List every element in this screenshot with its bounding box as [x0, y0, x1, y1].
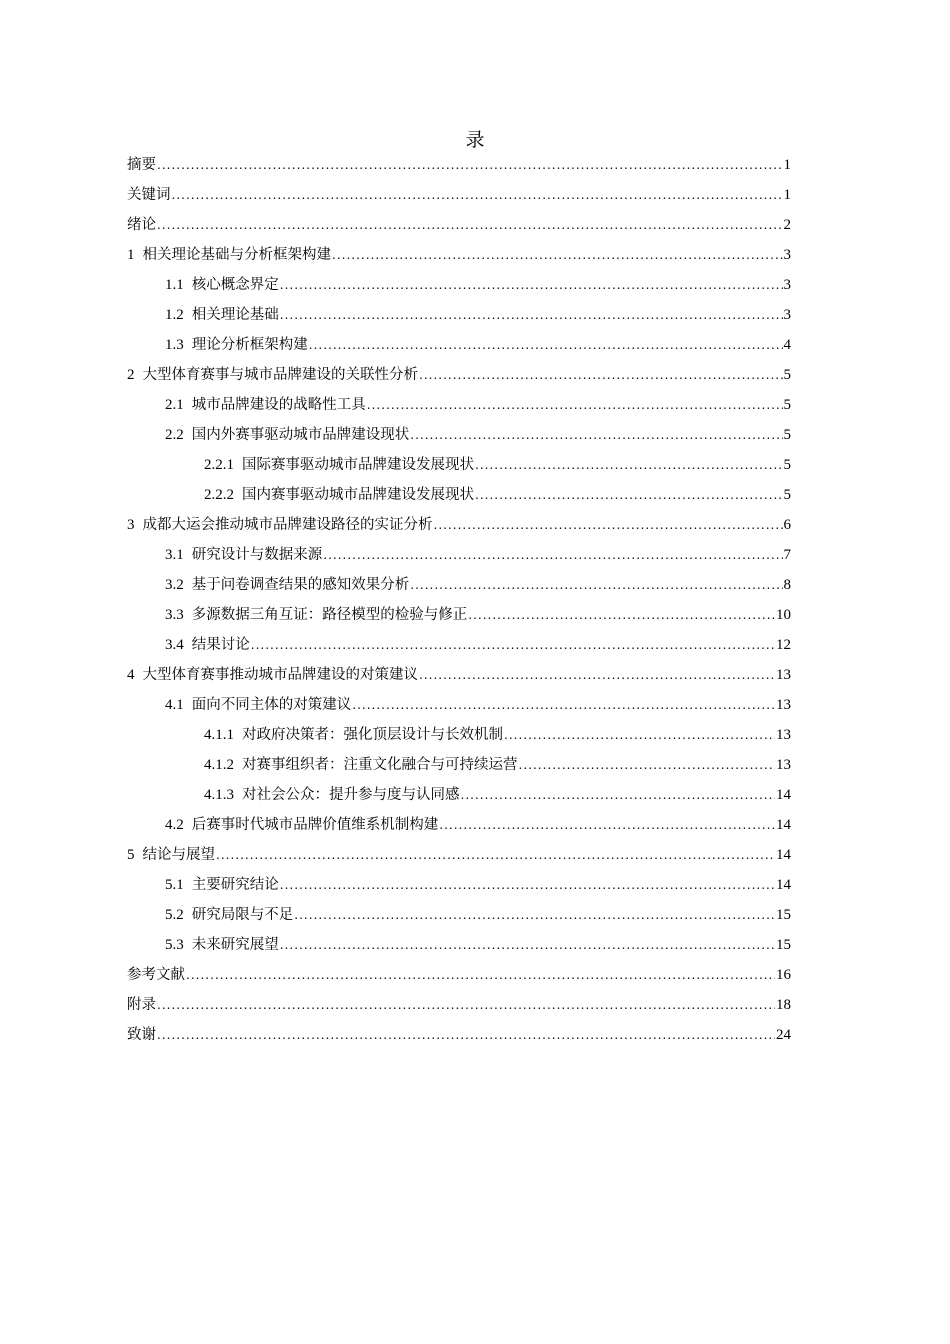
toc-dot-leader — [468, 600, 775, 630]
toc-entry-title: 核心概念界定 — [191, 277, 279, 293]
toc-entry-number: 4.1 — [165, 697, 184, 713]
toc-dot-leader — [294, 900, 775, 930]
toc-entry[interactable] — [127, 690, 791, 720]
toc-entry-title: 成都大运会推动城市品牌建设路径的实证分析 — [142, 517, 433, 533]
toc-entry-page-number: 14 — [776, 847, 791, 863]
toc-entry-number: 4 — [127, 667, 135, 683]
toc-entry-page-number: 1 — [783, 157, 791, 173]
toc-entry-title: 对社会公众：提升参与度与认同感 — [242, 787, 460, 803]
toc-entry-number: 3.1 — [165, 547, 184, 563]
toc-entry-number: 1.1 — [165, 277, 184, 293]
toc-entry-number: 5.3 — [165, 937, 184, 953]
toc-entry-page-number: 5 — [783, 397, 791, 413]
toc-entry-number: 2.2.1 — [204, 457, 234, 473]
toc-dot-leader — [367, 390, 783, 420]
toc-dot-leader — [280, 870, 775, 900]
toc-dot-leader — [309, 330, 783, 360]
toc-dot-leader — [323, 540, 782, 570]
toc-entry-page-number: 3 — [783, 307, 791, 323]
toc-entry-title: 基于问卷调查结果的感知效果分析 — [191, 577, 410, 593]
toc-entry-page-number: 13 — [776, 727, 791, 743]
toc-entry-page-number: 5 — [783, 457, 791, 473]
toc-entry-number: 2.1 — [165, 397, 184, 413]
toc-entry[interactable] — [127, 510, 791, 540]
toc-entry[interactable] — [127, 210, 791, 240]
toc-entry[interactable] — [127, 450, 791, 480]
toc-dot-leader — [280, 300, 783, 330]
toc-entry-number: 4.1.2 — [204, 757, 234, 773]
toc-entry-title: 城市品牌建设的战略性工具 — [191, 397, 366, 413]
toc-entry[interactable] — [127, 180, 791, 210]
toc-entry-number: 1.3 — [165, 337, 184, 353]
toc-entry-number: 2.2.2 — [204, 487, 234, 503]
toc-dot-leader — [186, 960, 775, 990]
toc-dot-leader — [475, 480, 783, 510]
toc-entry-title: 附录 — [127, 997, 156, 1013]
toc-entry[interactable] — [127, 1020, 791, 1050]
toc-entry-title: 国内外赛事驱动城市品牌建设现状 — [191, 427, 410, 443]
toc-entry-title: 理论分析框架构建 — [191, 337, 308, 353]
toc-entry-page-number: 5 — [783, 427, 791, 443]
toc-entry-title: 国际赛事驱动城市品牌建设发展现状 — [242, 457, 474, 473]
toc-entry[interactable] — [127, 420, 791, 450]
toc-entry[interactable] — [127, 600, 791, 630]
toc-entry[interactable] — [127, 240, 791, 270]
toc-entry-title: 相关理论基础与分析框架构建 — [142, 247, 331, 263]
toc-entry-page-number: 3 — [783, 277, 791, 293]
toc-entry-page-number: 5 — [783, 487, 791, 503]
toc-entry[interactable] — [127, 570, 791, 600]
toc-dot-leader — [419, 660, 775, 690]
toc-entry[interactable] — [127, 660, 791, 690]
toc-entry-page-number: 5 — [783, 367, 791, 383]
toc-dot-leader — [332, 240, 783, 270]
toc-dot-leader — [251, 630, 775, 660]
toc-entry-page-number: 14 — [776, 817, 791, 833]
toc-entry-title: 大型体育赛事推动城市品牌建设的对策建议 — [142, 667, 418, 683]
toc-entry-page-number: 13 — [776, 757, 791, 773]
toc-dot-leader — [439, 810, 775, 840]
toc-entry-title: 关键词 — [127, 187, 171, 203]
toc-entry[interactable] — [127, 360, 791, 390]
toc-dot-leader — [157, 990, 775, 1020]
toc-entry-number: 1.2 — [165, 307, 184, 323]
toc-entry[interactable] — [127, 960, 791, 990]
toc-entry-number: 5 — [127, 847, 135, 863]
toc-entry[interactable] — [127, 390, 791, 420]
toc-entry-title: 多源数据三角互证：路径模型的检验与修正 — [191, 607, 468, 623]
toc-entry[interactable] — [127, 900, 791, 930]
toc-dot-leader — [280, 270, 783, 300]
toc-entry-number: 4.1.1 — [204, 727, 234, 743]
toc-dot-leader — [216, 840, 775, 870]
toc-entry[interactable] — [127, 270, 791, 300]
toc-dot-leader — [410, 570, 782, 600]
toc-entry-number: 1 — [127, 247, 135, 263]
toc-entry-page-number: 14 — [776, 877, 791, 893]
toc-entry-number: 2 — [127, 367, 135, 383]
toc-dot-leader — [475, 450, 783, 480]
toc-entry-number: 5.2 — [165, 907, 184, 923]
toc-entry-title: 国内赛事驱动城市品牌建设发展现状 — [242, 487, 474, 503]
toc-entry-page-number: 15 — [776, 937, 791, 953]
toc-entry-number: 3.4 — [165, 637, 184, 653]
toc-dot-leader — [157, 150, 783, 180]
toc-entry-page-number: 10 — [776, 607, 791, 623]
toc-entry-page-number: 1 — [783, 187, 791, 203]
toc-entry-number: 3.2 — [165, 577, 184, 593]
toc-entry[interactable] — [127, 150, 791, 180]
toc-entry-page-number: 15 — [776, 907, 791, 923]
toc-entry-title: 结论与展望 — [142, 847, 215, 863]
toc-entry-number: 5.1 — [165, 877, 184, 893]
toc-entry-page-number: 24 — [776, 1027, 791, 1043]
toc-entry-page-number: 14 — [776, 787, 791, 803]
toc-entry-page-number: 6 — [783, 517, 791, 533]
toc-dot-leader — [280, 930, 775, 960]
toc-dot-leader — [504, 720, 775, 750]
toc-entry-page-number: 2 — [783, 217, 791, 233]
toc-entry-title: 相关理论基础 — [191, 307, 279, 323]
toc-entry[interactable] — [127, 300, 791, 330]
toc-dot-leader — [461, 780, 776, 810]
toc-entry-title: 结果讨论 — [191, 637, 250, 653]
toc-entry[interactable] — [127, 750, 791, 780]
toc-entry-page-number: 7 — [783, 547, 791, 563]
toc-dot-leader — [410, 420, 782, 450]
table-of-contents — [127, 150, 791, 1050]
toc-entry-page-number: 3 — [783, 247, 791, 263]
toc-entry-title: 面向不同主体的对策建议 — [191, 697, 352, 713]
toc-entry-page-number: 8 — [783, 577, 791, 593]
toc-entry[interactable] — [127, 990, 791, 1020]
toc-entry-page-number: 18 — [776, 997, 791, 1013]
toc-entry-page-number: 16 — [776, 967, 791, 983]
toc-entry-title: 摘要 — [127, 157, 156, 173]
toc-entry[interactable] — [127, 720, 791, 750]
toc-entry[interactable] — [127, 480, 791, 510]
toc-entry-number: 4.1.3 — [204, 787, 234, 803]
toc-entry-number: 3 — [127, 517, 135, 533]
toc-entry-title: 主要研究结论 — [191, 877, 279, 893]
toc-dot-leader — [519, 750, 776, 780]
toc-entry-number: 3.3 — [165, 607, 184, 623]
toc-entry[interactable] — [127, 930, 791, 960]
toc-entry-title: 对政府决策者：强化顶层设计与长效机制 — [242, 727, 503, 743]
toc-title: 录 — [465, 129, 485, 151]
toc-entry-title: 研究局限与不足 — [191, 907, 294, 923]
toc-dot-leader — [172, 180, 783, 210]
toc-entry-number: 4.2 — [165, 817, 184, 833]
toc-entry[interactable] — [127, 870, 791, 900]
toc-dot-leader — [352, 690, 775, 720]
toc-dot-leader — [157, 210, 783, 240]
toc-dot-leader — [434, 510, 783, 540]
toc-entry-title: 未来研究展望 — [191, 937, 279, 953]
toc-entry[interactable] — [127, 840, 791, 870]
toc-entry[interactable] — [127, 780, 791, 810]
toc-entry-page-number: 12 — [776, 637, 791, 653]
toc-entry-page-number: 4 — [783, 337, 791, 353]
toc-entry-title: 后赛事时代城市品牌价值维系机制构建 — [191, 817, 439, 833]
toc-entry-title: 绪论 — [127, 217, 156, 233]
toc-dot-leader — [419, 360, 783, 390]
toc-entry-page-number: 13 — [776, 667, 791, 683]
toc-entry[interactable] — [127, 330, 791, 360]
toc-entry-page-number: 13 — [776, 697, 791, 713]
toc-entry[interactable] — [127, 540, 791, 570]
toc-entry-title: 参考文献 — [127, 967, 185, 983]
toc-entry-title: 对赛事组织者：注重文化融合与可持续运营 — [242, 757, 518, 773]
toc-entry[interactable] — [127, 810, 791, 840]
toc-entry-number: 2.2 — [165, 427, 184, 443]
toc-entry-title: 研究设计与数据来源 — [191, 547, 323, 563]
toc-dot-leader — [157, 1020, 775, 1050]
toc-entry-title: 致谢 — [127, 1027, 156, 1043]
toc-entry-title: 大型体育赛事与城市品牌建设的关联性分析 — [142, 367, 418, 383]
toc-entry[interactable] — [127, 630, 791, 660]
